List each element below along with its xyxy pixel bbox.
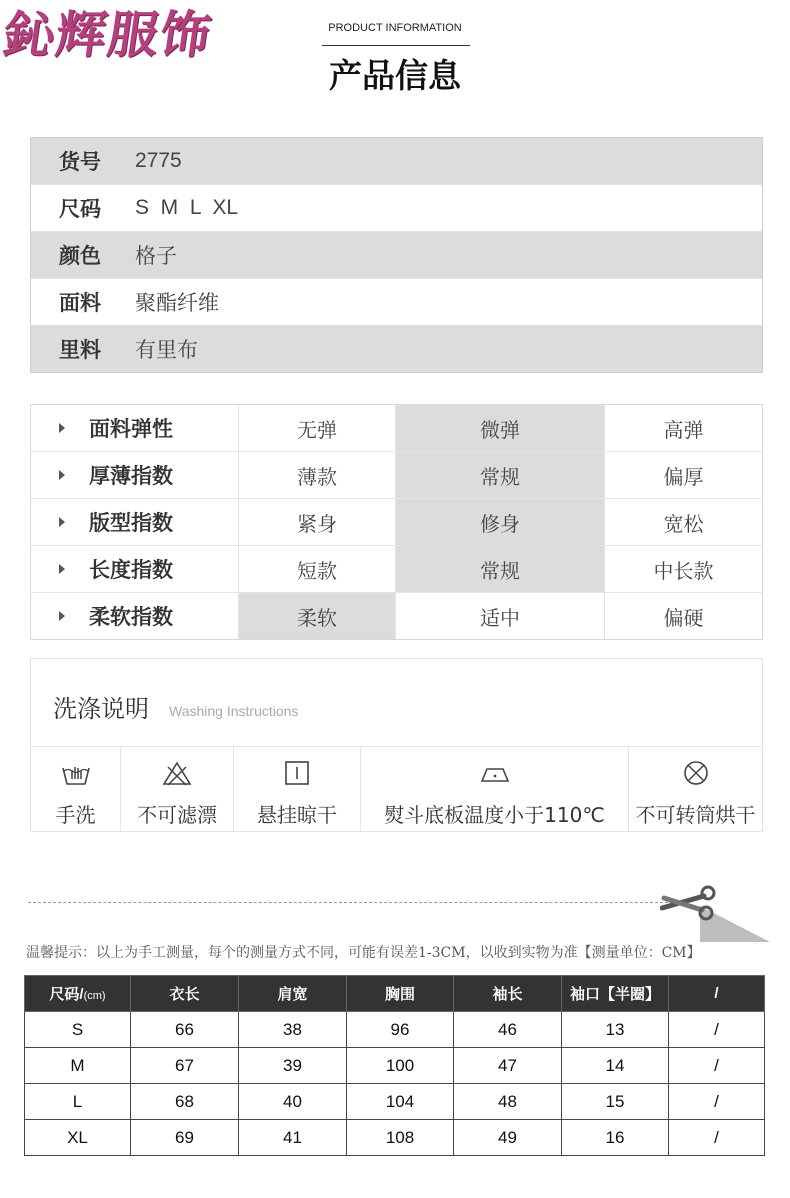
wash-label: 不可转筒烘干 (635, 803, 756, 827)
info-value: 格子 (135, 245, 177, 268)
size-cell: L (25, 1084, 131, 1120)
arrow-right-icon (59, 611, 65, 621)
size-cell: 13 (562, 1012, 669, 1048)
index-label: 厚薄指数 (89, 464, 173, 488)
index-option: 偏厚 (663, 464, 704, 489)
size-header-cell: / (669, 976, 765, 1012)
size-cell: XL (25, 1120, 131, 1156)
index-option-selected: 修身 (396, 499, 605, 545)
size-header-cell: 袖口【半圈】 (562, 976, 669, 1012)
washing-title-en: Washing Instructions (169, 703, 299, 719)
table-row (25, 1084, 765, 1120)
index-option: 偏硬 (663, 605, 704, 630)
table-row (25, 1120, 765, 1156)
index-option: 高弹 (663, 417, 704, 442)
arrow-right-icon (59, 423, 65, 433)
table-row (25, 1012, 765, 1048)
size-cell: 100 (347, 1048, 454, 1084)
cut-line (28, 902, 673, 903)
info-row-fabric (31, 279, 762, 326)
size-cell: / (669, 1012, 765, 1048)
size-cell: / (669, 1048, 765, 1084)
size-cell: 49 (454, 1120, 562, 1156)
index-row-fit (31, 499, 762, 546)
size-table (24, 975, 765, 1156)
index-option: 适中 (396, 593, 605, 639)
index-label: 长度指数 (89, 558, 173, 582)
info-row-lining (31, 326, 762, 372)
size-cell: 40 (239, 1084, 347, 1120)
size-cell: 15 (562, 1084, 669, 1120)
size-cell: S (25, 1012, 131, 1048)
index-row-length (31, 546, 762, 593)
fabric-index-table (30, 404, 763, 640)
index-option: 无弹 (239, 405, 396, 451)
title-divider (322, 45, 470, 46)
no-tumble-dry-icon (680, 759, 712, 787)
size-cell: 96 (347, 1012, 454, 1048)
info-value: 有里布 (135, 339, 198, 362)
size-cell: / (669, 1084, 765, 1120)
info-value: S M L XL (135, 196, 239, 219)
info-value: 聚酯纤维 (135, 292, 219, 315)
size-cell: 68 (131, 1084, 239, 1120)
info-row-size (31, 185, 762, 232)
arrow-right-icon (59, 470, 65, 480)
no-bleach-icon (161, 759, 193, 787)
index-option-selected: 微弹 (396, 405, 605, 451)
size-cell: 14 (562, 1048, 669, 1084)
washing-instructions (30, 658, 763, 832)
index-option-selected: 柔软 (239, 593, 396, 639)
size-cell: 46 (454, 1012, 562, 1048)
brand-logo: 鈊辉服饰 (0, 5, 217, 64)
index-label: 柔软指数 (89, 605, 173, 629)
size-cell: / (669, 1120, 765, 1156)
size-cell: 104 (347, 1084, 454, 1120)
washing-title: 洗涤说明 (53, 695, 149, 723)
size-cell: 66 (131, 1012, 239, 1048)
table-row (25, 1048, 765, 1084)
wash-item (234, 747, 361, 831)
size-cell: 47 (454, 1048, 562, 1084)
size-table-header (25, 976, 765, 1012)
index-row-thickness (31, 452, 762, 499)
wash-label: 悬挂晾干 (257, 803, 337, 827)
wash-item (629, 747, 762, 831)
wash-item (361, 747, 629, 831)
size-cell: M (25, 1048, 131, 1084)
wash-item (31, 747, 121, 831)
wash-item (121, 747, 234, 831)
wash-label: 不可滤漂 (137, 803, 217, 827)
size-header-cell (25, 976, 131, 1012)
section-title-en: PRODUCT INFORMATION (328, 22, 462, 34)
info-label: 里料 (59, 338, 101, 362)
index-option-selected: 常规 (396, 452, 605, 498)
index-label: 面料弹性 (89, 417, 173, 441)
scissors-icon (660, 880, 770, 944)
info-label: 面料 (59, 291, 101, 315)
size-header-cell: 袖长 (454, 976, 562, 1012)
size-header-unit: (cm) (83, 990, 106, 1002)
index-option: 紧身 (239, 499, 396, 545)
arrow-right-icon (59, 564, 65, 574)
info-row-item-no (31, 138, 762, 185)
size-cell: 38 (239, 1012, 347, 1048)
hang-dry-icon (281, 759, 313, 787)
size-cell: 41 (239, 1120, 347, 1156)
index-row-softness (31, 593, 762, 639)
info-label: 尺码 (59, 197, 101, 221)
info-label: 颜色 (59, 244, 101, 268)
info-row-color (31, 232, 762, 279)
product-info-table (30, 137, 763, 373)
size-header-label: 尺码/ (49, 986, 84, 1003)
section-title: 产品信息 (329, 56, 461, 95)
measurement-tip: 温馨提示：以上为手工测量，每个的测量方式不同，可能有误差1-3CM，以收到实物为准【测量单位：CM】 (26, 945, 701, 961)
index-option: 宽松 (663, 511, 704, 536)
info-label: 货号 (59, 150, 101, 174)
iron-icon (479, 759, 511, 787)
index-label: 版型指数 (89, 511, 173, 535)
index-option: 中长款 (653, 558, 714, 583)
wash-label: 熨斗底板温度小于110℃ (384, 803, 605, 827)
info-value: 2775 (135, 149, 182, 172)
index-row-elasticity (31, 405, 762, 452)
size-cell: 69 (131, 1120, 239, 1156)
size-header-cell: 肩宽 (239, 976, 347, 1012)
size-header-cell: 胸围 (347, 976, 454, 1012)
hand-wash-icon (60, 759, 92, 787)
washing-grid (31, 746, 762, 831)
size-cell: 67 (131, 1048, 239, 1084)
wash-label: 手洗 (55, 803, 96, 827)
index-option: 薄款 (239, 452, 396, 498)
size-cell: 48 (454, 1084, 562, 1120)
arrow-right-icon (59, 517, 65, 527)
size-cell: 108 (347, 1120, 454, 1156)
size-cell: 39 (239, 1048, 347, 1084)
size-header-cell: 衣长 (131, 976, 239, 1012)
size-cell: 16 (562, 1120, 669, 1156)
index-option: 短款 (239, 546, 396, 592)
index-option-selected: 常规 (396, 546, 605, 592)
